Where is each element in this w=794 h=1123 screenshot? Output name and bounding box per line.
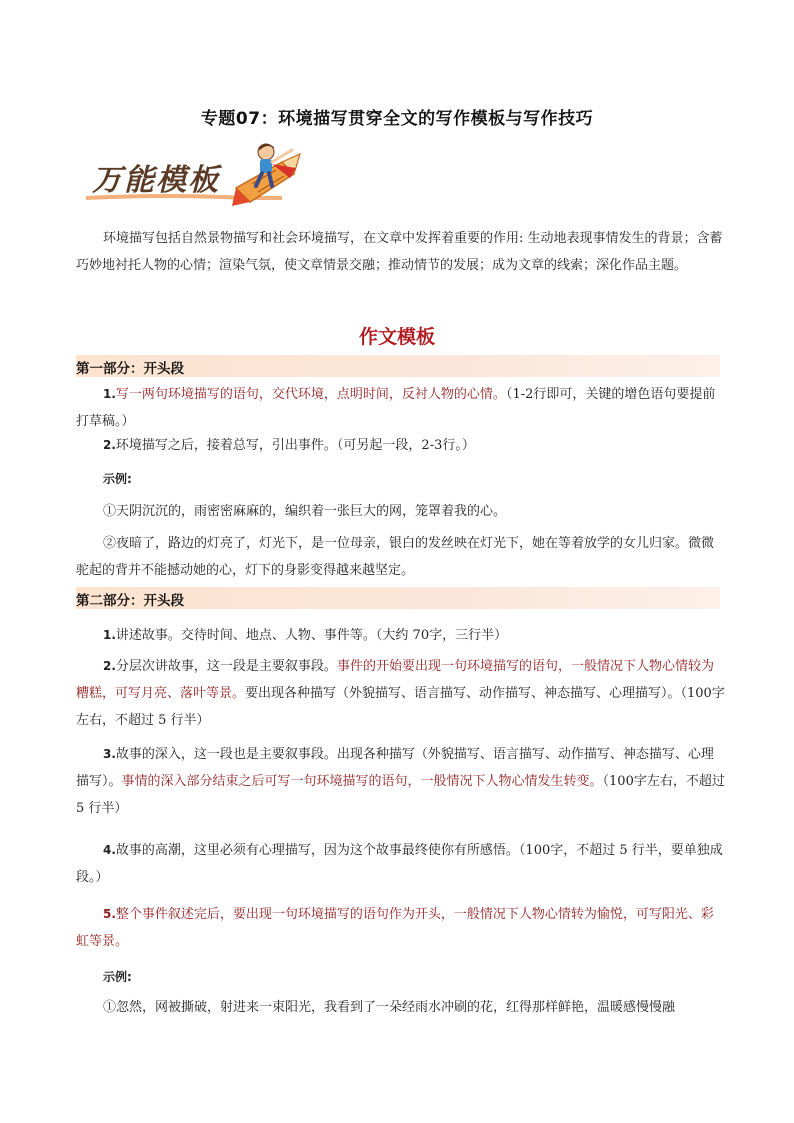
part2-example-1: ①忽然，网被撕破，射进来一束阳光，我看到了一朵经雨水冲刷的花，红得那样鲜艳，温暖感慢慢融 xyxy=(103,1000,676,1015)
part2-item-3: 3.故事的深入，这一段也是主要叙事段。出现各种描写（外貌描写、语言描写、动作描写、神态描写、心理描写）。事情的深入部分结束之后可写一句环境描写的语句，一般情况下人物心情发生转变。（100字左右，不超过 5 行半） xyxy=(76,747,725,816)
part1-item-1: 1.写一两句环境描写的语句，交代环境，点明时间，反衬人物的心情。（1-2行即可，关键的增色语句要提前打草稿。） xyxy=(76,387,716,429)
universal-template-banner xyxy=(86,140,346,216)
section-title: 作文模板 xyxy=(358,326,435,348)
banner-label: 万能模板 xyxy=(92,163,220,198)
part1-heading-bar xyxy=(76,355,720,377)
part1-example-2: ②夜暗了，路边的灯亮了，灯光下，是一位母亲，银白的发丝映在灯光下，她在等着放学的女儿归家。微微驼起的背并不能撼动她的心，灯下的身影变得越来越坚定。 xyxy=(76,536,715,578)
part2-example-label: 示例: xyxy=(103,970,132,984)
page-title: 专题07：环境描写贯穿全文的写作模板与写作技巧 xyxy=(200,109,594,129)
part2-heading: 第二部分：开头段 xyxy=(76,593,184,609)
part2-heading-bar xyxy=(76,587,720,609)
part1-example-label: 示例: xyxy=(103,472,132,486)
part2-item-4: 4.故事的高潮，这里必须有心理描写，因为这个故事最终使你有所感悟。（100字，不超过 5 行半，要单独成段。） xyxy=(76,843,723,885)
part1-example-1: ①天阴沉沉的，雨密密麻麻的，编织着一张巨大的网，笼罩着我的心。 xyxy=(103,504,507,519)
part1-item-2: 2.环境描写之后，接着总写，引出事件。（可另起一段，2-3行。） xyxy=(103,438,475,453)
intro-paragraph: 环境描写包括自然景物描写和社会环境描写，在文章中发挥着重要的作用: 生动地表现事情发生的背景；含蓄巧妙地衬托人物的心情；渲染气氛，使文章情景交融；推动情节的发展；成为文章的线索；深化作品主题。 xyxy=(76,231,723,273)
part2-item-2: 2.分层次讲故事，这一段是主要叙事段。事件的开始要出现一句环境描写的语句，一般情况下人物心情较为糟糕，可写月亮、落叶等景。要出现各种描写（外貌描写、语言描写、动作描写、神态描写、心理描写）。（100字左右，不超过 5 行半） xyxy=(76,659,725,728)
part2-item-5: 5.整个事件叙述完后，要出现一句环境描写的语句作为开头，一般情况下人物心情转为愉悦，可写阳光、彩虹等景。 xyxy=(76,907,714,949)
part1-heading: 第一部分：开头段 xyxy=(76,361,184,377)
part2-item-1: 1.讲述故事。交待时间、地点、人物、事件等。（大约 70字，三行半） xyxy=(103,628,508,643)
